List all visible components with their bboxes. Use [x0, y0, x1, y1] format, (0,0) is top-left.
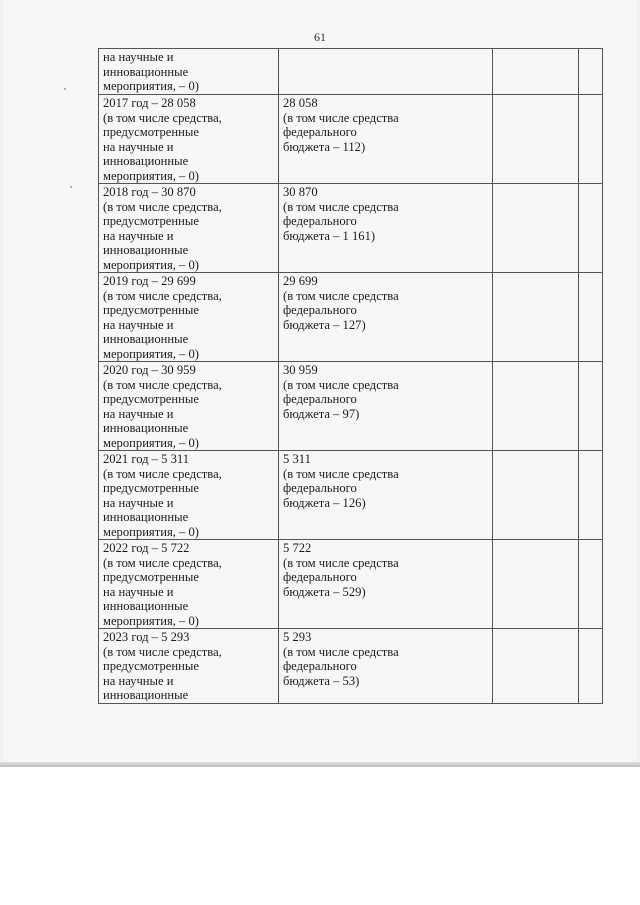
cell-empty	[493, 540, 579, 629]
cell-federal-budget: 5 311 (в том числе средства федерального бюджета – 126)	[279, 451, 493, 540]
cell-amount-description: 2022 год – 5 722 (в том числе средства, предусмотренные на научные и инновационные мероприятия, – 0)	[99, 540, 279, 629]
cell-amount-description: 2021 год – 5 311 (в том числе средства, предусмотренные на научные и инновационные мероприятия, – 0)	[99, 451, 279, 540]
cell-amount-description: 2020 год – 30 959 (в том числе средства, предусмотренные на научные и инновационные мероприятия, – 0)	[99, 362, 279, 451]
scan-speck	[64, 88, 66, 90]
table-row	[99, 95, 603, 184]
cell-empty	[493, 49, 579, 95]
cell-federal-budget: 30 870 (в том числе средства федерального бюджета – 1 161)	[279, 184, 493, 273]
cell-amount-description: 2017 год – 28 058 (в том числе средства, предусмотренные на научные и инновационные мероприятия, – 0)	[99, 95, 279, 184]
cell-empty	[493, 184, 579, 273]
cell-empty	[579, 95, 603, 184]
cell-federal-budget: 29 699 (в том числе средства федерального бюджета – 127)	[279, 273, 493, 362]
cell-amount-description: 2019 год – 29 699 (в том числе средства, предусмотренные на научные и инновационные мероприятия, – 0)	[99, 273, 279, 362]
cell-empty	[579, 184, 603, 273]
cell-empty	[579, 362, 603, 451]
cell-federal-budget	[279, 49, 493, 95]
cell-empty	[493, 362, 579, 451]
cell-empty	[579, 629, 603, 704]
table-row	[99, 184, 603, 273]
cell-federal-budget: 30 959 (в том числе средства федерального бюджета – 97)	[279, 362, 493, 451]
table-row	[99, 540, 603, 629]
table-row	[99, 49, 603, 95]
cell-empty	[493, 629, 579, 704]
budget-table	[98, 48, 603, 704]
scan-bottom-edge	[0, 762, 640, 767]
cell-federal-budget: 5 722 (в том числе средства федерального бюджета – 529)	[279, 540, 493, 629]
cell-empty	[579, 273, 603, 362]
cell-empty	[579, 540, 603, 629]
cell-empty	[579, 451, 603, 540]
cell-empty	[493, 451, 579, 540]
cell-amount-description: на научные и инновационные мероприятия, – 0)	[99, 49, 279, 95]
scan-speck	[70, 186, 72, 188]
cell-empty	[493, 95, 579, 184]
page-number: 61	[314, 30, 326, 44]
cell-empty	[493, 273, 579, 362]
table-row	[99, 362, 603, 451]
cell-empty	[579, 49, 603, 95]
cell-federal-budget: 28 058 (в том числе средства федерального бюджета – 112)	[279, 95, 493, 184]
cell-amount-description: 2018 год – 30 870 (в том числе средства, предусмотренные на научные и инновационные мероприятия, – 0)	[99, 184, 279, 273]
cell-amount-description: 2023 год – 5 293 (в том числе средства, предусмотренные на научные и инновационные	[99, 629, 279, 704]
table-row	[99, 629, 603, 704]
table-row	[99, 451, 603, 540]
table-row	[99, 273, 603, 362]
cell-federal-budget: 5 293 (в том числе средства федерального бюджета – 53)	[279, 629, 493, 704]
